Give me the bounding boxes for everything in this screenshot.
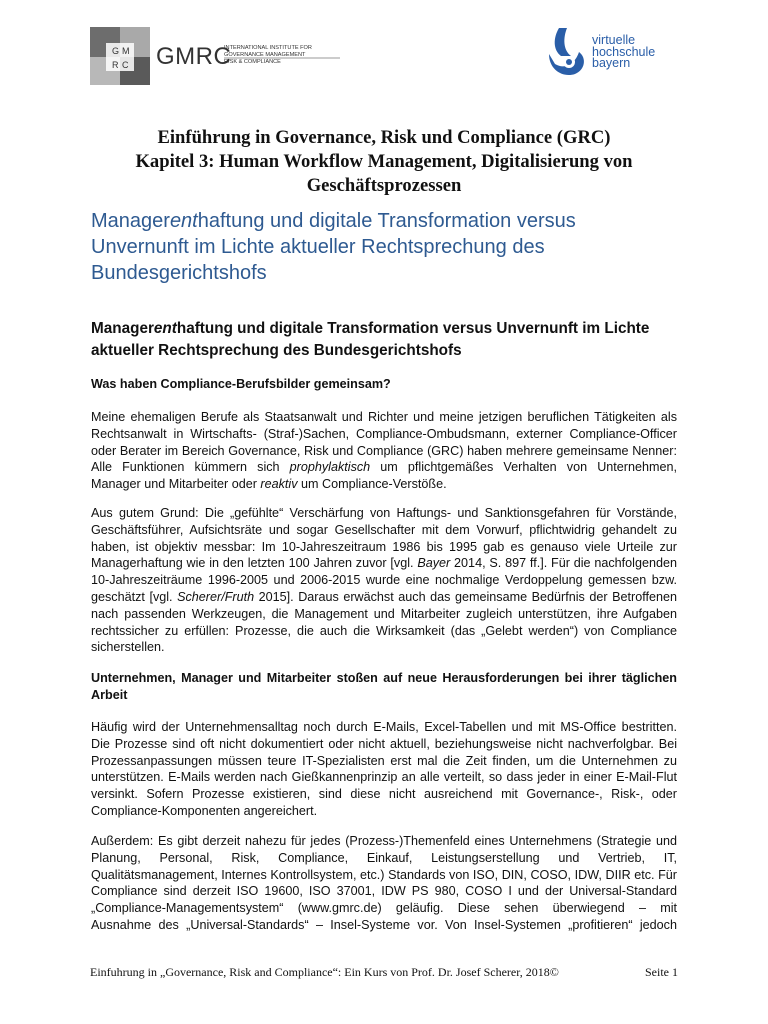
subtitle-line-1: Managerenthaftung und digitale Transformation versus [91,210,576,232]
section-heading-line-1: Managerenthaftung und digitale Transformation versus Unvernunft im Lichte [91,320,650,337]
subheading-challenges: Unternehmen, Manager und Mitarbeiter stoßen auf neue Herausforderungen bei ihrer täglichen Arbeit [91,671,677,702]
gmrc-logo [90,27,342,85]
gmrc-tagline-1: INTERNATIONAL INSTITUTE FOR [224,45,312,51]
document-title [80,126,688,198]
gmrc-tile-g: G [112,46,120,56]
paragraph-1: Meine ehemaligen Berufe als Staatsanwalt und Richter und meine jetzigen beruflichen Tätigkeiten als Rechtsanwalt in Wirtschafts- (Straf-)Sachen, Compliance-Ombudsmann, externer Compliance-Officer oder Berater im Bereich Governance, Risk und Compliance (GRC) haben mehrere gemeinsame Nenner: Alle Funktionen kümmern sich prophylaktisch um pflichtgemäßes Verhalten von Unternehmen, Manager und Mitarbeiter oder reaktiv um Compliance-Verstöße. [91,410,677,492]
question-heading: Was haben Compliance-Berufsbilder gemeinsam? [91,377,391,391]
vhb-line-3: bayern [592,56,631,70]
gmrc-tile-m: M [122,46,130,56]
gmrc-tile-c: C [122,60,129,70]
subtitle-line-3: Bundesgerichtshofs [91,262,267,284]
title-line-3: Geschäftsprozessen [306,175,462,196]
title-line-1: Einführung in Governance, Risk und Compliance (GRC) [157,127,611,148]
page-number: Seite 1 [645,965,678,979]
vhb-line-2: hochschule [592,44,656,59]
subtitle-line-2: Unvernunft im Lichte aktueller Rechtsprechung des [91,236,545,258]
gmrc-wordmark: GMRC [156,43,232,70]
vhb-line-1: virtuelle [592,33,636,47]
paragraph-3: Häufig wird der Unternehmensalltag noch durch E-Mails, Excel-Tabellen und mit MS-Office bestritten. Die Prozesse sind oft nicht dokumentiert oder nicht aktuell, beziehungsweise nicht nachverfolgbar. Bei Prozessanpassungen müssen teure IT-Spezialisten erst mal die Zeit finden, um die Unternehmen zu unterstützen. E-Mails werden nach Gießkannenprinzip an alle verteilt, so dass jeder in einer E-Mail-Flut versinkt. Sofern Prozesse existieren, sind diese nicht ausreichend mit Governance-, Risk-, oder Compliance-Komponenten angereichert. [91,720,677,818]
paragraph-2: Aus gutem Grund: Die „gefühlte“ Verschärfung von Haftungs- und Sanktionsgefahren für Vorstände, Geschäftsführer, Aufsichtsräte und sogar Gesellschafter mit dem Vorwurf, pflichtwidrig gehandelt zu haben, ist objektiv messbar: Im 10-Jahreszeitraum 1986 bis 1995 gab es genauso viele Urteile zur Managerhaftung wie in den letzten 100 Jahren zuvor [vgl. Bayer 2014, S. 897 ff.]. Für die nachfolgenden 10-Jahreszeiträume 1996-2005 und 2006-2015 wurde eine nochmalige Verdoppelung gemessen bzw. geschätzt [vgl. Scherer/Fruth 2015]. Daraus erwächst auch das gemeinsame Bedürfnis der Betroffenen nach passenden Werkzeugen, die Management und Mitarbeiter zugleich unterstützen, ihre Aufgaben rechtssicher zu erfüllen: Prozesse, die auch die Wirksamkeit (das „Gelebt werden“) von Compliance sicherstellen. [91,506,677,655]
vhb-logo [545,22,685,84]
document-subtitle [91,208,691,286]
section-heading-line-2: aktueller Rechtsprechung des Bundesgerichtshofs [91,342,462,359]
gmrc-tile-r: R [112,60,119,70]
gmrc-tagline-2: GOVERNANCE MANAGEMENT [224,52,306,58]
gmrc-tagline-3: RISK & COMPLIANCE [224,59,281,65]
title-line-2: Kapitel 3: Human Workflow Management, Digitalisierung von [135,151,633,172]
paragraph-4: Außerdem: Es gibt derzeit nahezu für jedes (Prozess-)Themenfeld eines Unternehmens (Strategie und Planung, Personal, Risk, Compliance, Einkauf, Leistungserstellung und Vertrieb, IT, Qualitätsmanagement, Internes Kontrollsystem, etc.) Standards von ISO, DIN, COSO, IDW, DIIR etc. Für Compliance sind derzeit ISO 19600, ISO 37001, IDW PS 980, COSO I und der Universal-Standard „Compliance-Managementsystem“ (www.gmrc.de) geläufig. Diese sehen überwiegend – mit Ausnahme des „Universal-Standards“ – Insel-Systeme vor. Von Insel-Systemen „profitieren“ jedoch [91,834,677,932]
vhb-mark-icon [545,24,591,82]
footer-text: Einfuhrung in „Governance, Risk and Compliance“: Ein Kurs von Prof. Dr. Josef Scherer, 2018© [90,965,559,979]
section-heading [91,318,677,362]
